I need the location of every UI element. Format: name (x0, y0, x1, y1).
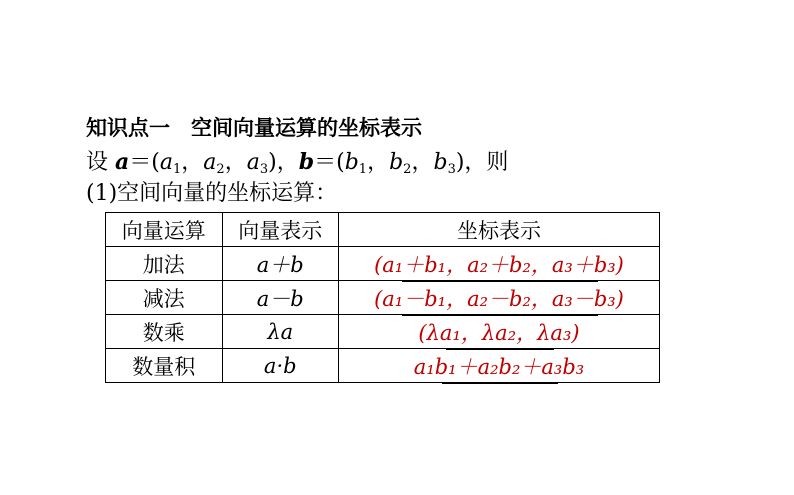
cell-coord (339, 281, 660, 315)
heading: 知识点一 空间向量运算的坐标表示 (86, 116, 422, 140)
answer-text (412, 351, 586, 381)
intro-eq-b: ＝( (314, 150, 345, 175)
b1-sub: 1 (358, 162, 368, 177)
answer-text (372, 249, 626, 279)
coordinate-operations-table (105, 212, 660, 383)
vector-a: a (115, 149, 130, 175)
a1-sub: 1 (172, 162, 182, 177)
answer-text (372, 283, 626, 313)
cell-vec: a－b (222, 281, 339, 315)
table-row (106, 247, 660, 281)
header-coordinate: 坐标表示 (339, 213, 660, 247)
cell-op: 加法 (106, 247, 223, 281)
answer-underline (402, 315, 598, 316)
cell-coord (339, 349, 660, 383)
cell-vec: a·b (222, 349, 339, 383)
cell-vec: a＋b (222, 247, 339, 281)
a1: a (159, 150, 173, 175)
cell-op: 数量积 (106, 349, 223, 383)
vector-b: b (298, 149, 315, 175)
section-title: (1)空间向量的坐标运算： (86, 181, 338, 206)
intro-line (86, 148, 508, 177)
answer-value: a₁b₁＋a₂b₂＋a₃b₃ (413, 354, 585, 379)
b1: b (344, 150, 359, 175)
sep: ， (367, 150, 390, 175)
sep: ， (181, 150, 204, 175)
a3-sub: 3 (259, 162, 269, 177)
answer-underline (446, 349, 553, 350)
header-vector: 向量表示 (222, 213, 339, 247)
answer-value: (λa₁，λa₂，λa₃) (418, 320, 580, 345)
b2: b (389, 150, 404, 175)
table-row (106, 349, 660, 383)
a2-sub: 2 (216, 162, 225, 177)
b2-sub: 2 (403, 162, 412, 177)
cell-coord (339, 247, 660, 281)
a3: a (246, 150, 260, 175)
answer-value: (a₁＋b₁，a₂＋b₂，a₃＋b₃) (374, 252, 624, 277)
a2: a (203, 150, 217, 175)
sep: ， (224, 150, 247, 175)
b3: b (433, 150, 448, 175)
cell-coord (339, 315, 660, 349)
header-operation: 向量运算 (106, 213, 223, 247)
table-row (106, 315, 660, 349)
intro-close-b: )，则 (455, 150, 509, 175)
answer-text (416, 317, 581, 347)
b3-sub: 3 (447, 162, 456, 177)
intro-close-a: )， (268, 150, 299, 175)
sep: ， (411, 150, 434, 175)
cell-op: 数乘 (106, 315, 223, 349)
intro-eq-a: ＝( (129, 150, 160, 175)
table-header-row (106, 213, 660, 247)
answer-underline (402, 281, 598, 282)
cell-op: 减法 (106, 281, 223, 315)
cell-vec: λa (222, 315, 339, 349)
table-row (106, 281, 660, 315)
answer-value: (a₁－b₁，a₂－b₂，a₃－b₃) (374, 286, 624, 311)
intro-set-word: 设 (86, 150, 115, 175)
answer-underline (442, 383, 558, 384)
